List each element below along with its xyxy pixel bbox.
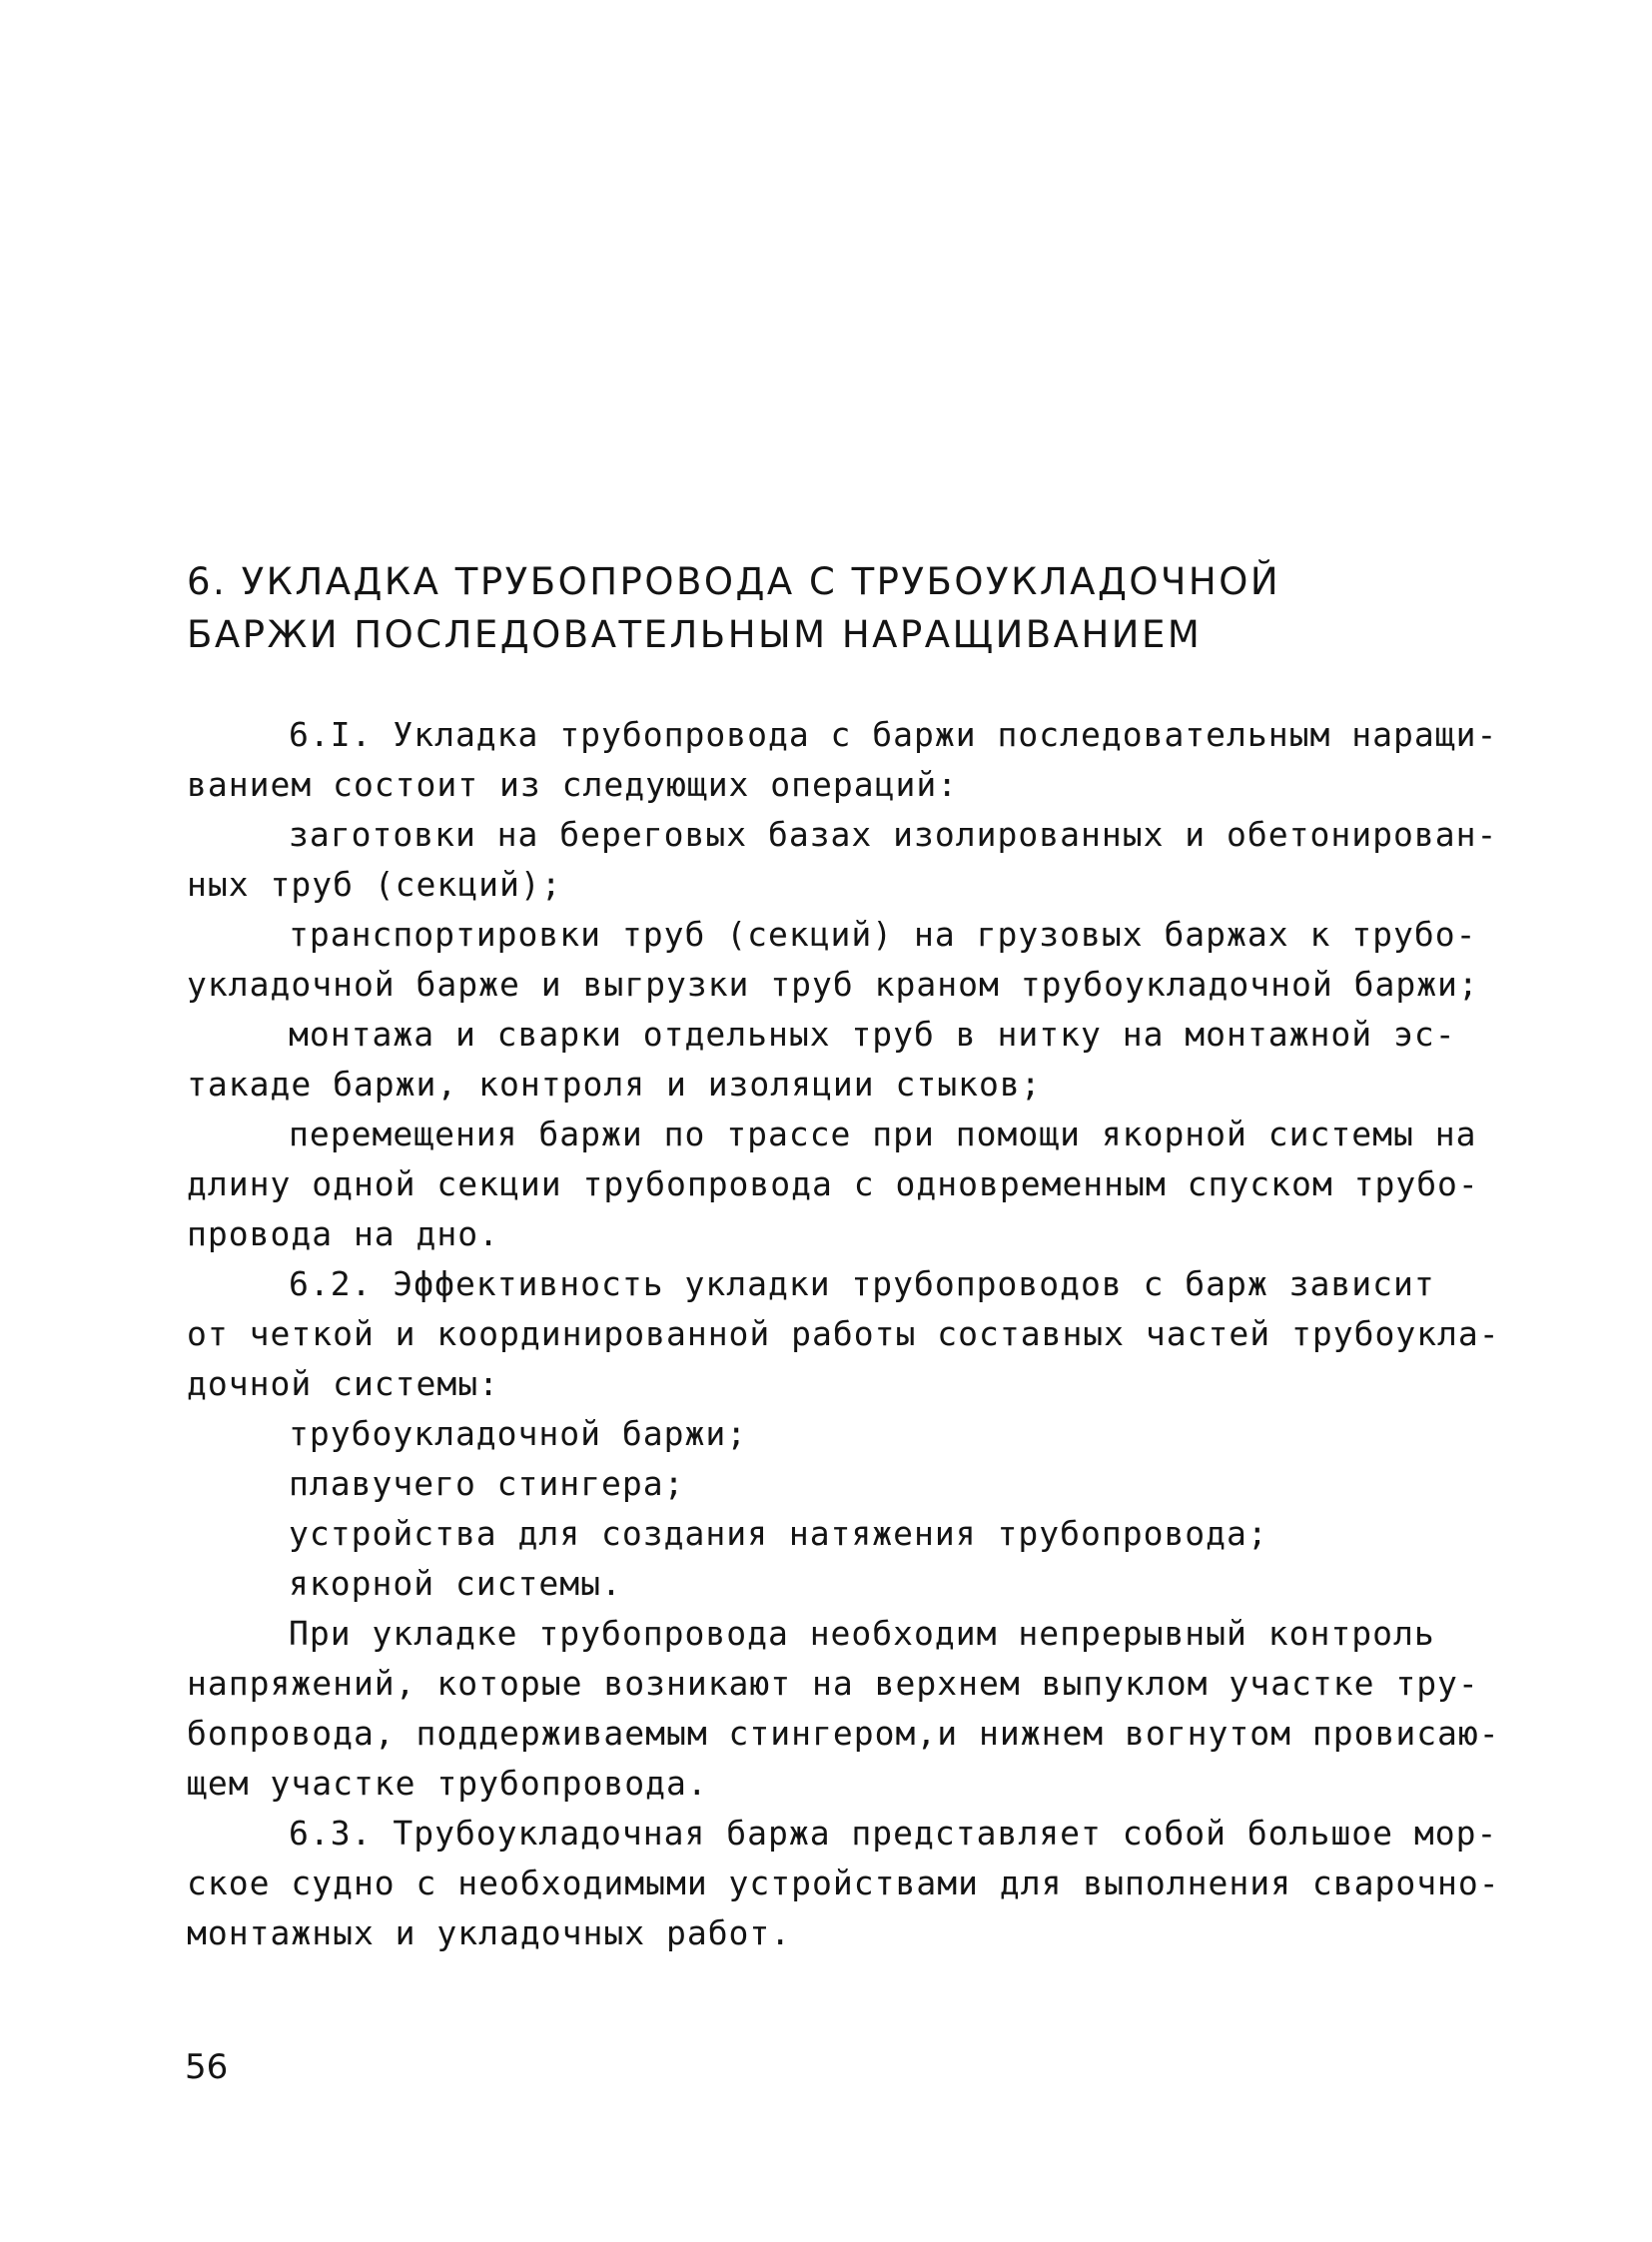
- list-item-line: монтажа и сварки отдельных труб в нитку на монтажной эс-: [289, 1015, 1456, 1054]
- paragraph-6-1-line: 6.I. Укладка трубопровода с баржи последовательным наращи-: [289, 715, 1498, 754]
- list-item-line: плавучего стингера;: [289, 1464, 685, 1503]
- paragraph-6-3-line: 6.3. Трубоукладочная баржа представляет собой большое мор-: [289, 1814, 1498, 1853]
- list-item-line: ных труб (секций);: [187, 865, 562, 904]
- section-heading: [187, 555, 1280, 661]
- list-item-line: заготовки на береговых базах изолированных и обетонирован-: [289, 815, 1498, 854]
- list-item-line: длину одной секции трубопровода с одновременным спуском трубо-: [187, 1164, 1479, 1203]
- paragraph-line: щем участке трубопровода.: [187, 1764, 708, 1803]
- heading-line: БАРЖИ ПОСЛЕДОВАТЕЛЬНЫМ НАРАЩИВАНИЕМ: [187, 613, 1203, 656]
- list-item-line: такаде баржи, контроля и изоляции стыков;: [187, 1065, 1042, 1104]
- list-item-line: устройства для создания натяжения трубопровода;: [289, 1514, 1268, 1553]
- paragraph-6-3-line: монтажных и укладочных работ.: [187, 1913, 792, 1952]
- list-item-line: якорной системы.: [289, 1564, 622, 1603]
- paragraph-line: бопровода, поддерживаемым стингером,и нижнем вогнутом провисаю-: [187, 1714, 1500, 1753]
- list-item-line: транспортировки труб (секций) на грузовых баржах к трубо-: [289, 915, 1477, 954]
- paragraph-6-2-line: дочной системы:: [187, 1364, 500, 1403]
- paragraph-6-3-line: ское судно с необходимыми устройствами для выполнения сварочно-: [187, 1864, 1500, 1902]
- paragraph-6-2-line: 6.2. Эффективность укладки трубопроводов с барж зависит: [289, 1264, 1435, 1303]
- body-text: [187, 710, 1500, 1958]
- paragraph-6-1-line: ванием состоит из следующих операций:: [187, 765, 959, 804]
- paragraph-line: напряжений, которые возникают на верхнем выпуклом участке тру-: [187, 1664, 1479, 1703]
- list-item-line: провода на дно.: [187, 1214, 500, 1253]
- heading-line: 6. УКЛАДКА ТРУБОПРОВОДА С ТРУБОУКЛАДОЧНОЙ: [187, 560, 1280, 603]
- list-item-line: трубоукладочной баржи;: [289, 1414, 748, 1453]
- paragraph-6-2-line: от четкой и координированной работы составных частей трубоукла-: [187, 1314, 1500, 1353]
- paragraph-line: При укладке трубопровода необходим непрерывный контроль: [289, 1614, 1435, 1653]
- list-item-line: укладочной барже и выгрузки труб краном трубоукладочной баржи;: [187, 965, 1479, 1004]
- page-number: 56: [185, 2047, 229, 2087]
- list-item-line: перемещения баржи по трассе при помощи якорной системы на: [289, 1115, 1477, 1153]
